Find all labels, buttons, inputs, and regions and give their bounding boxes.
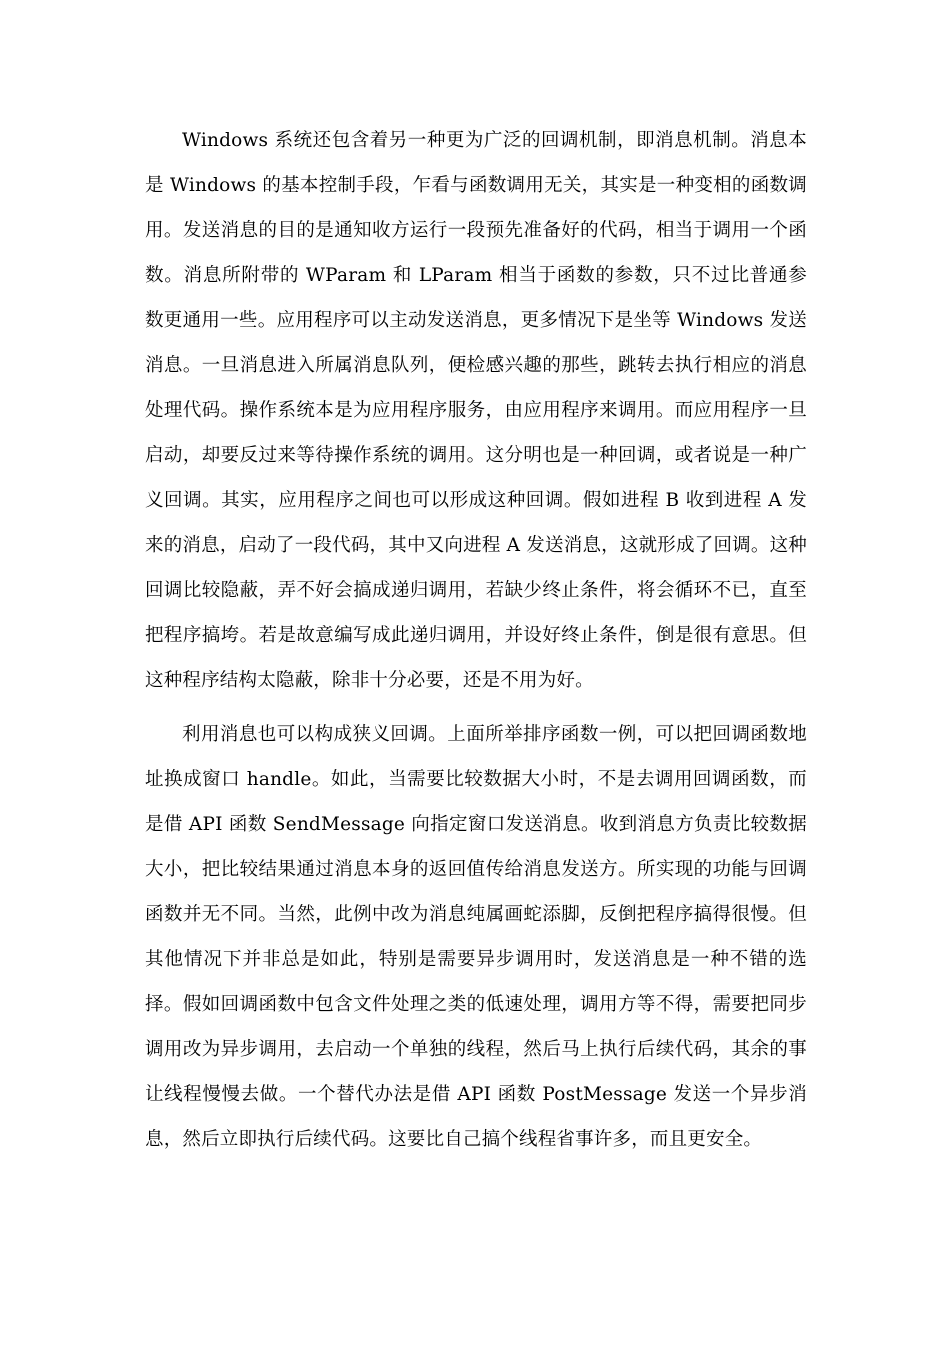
paragraph-message-mechanism: Windows 系统还包含着另一种更为广泛的回调机制，即消息机制。消息本是 Windows 的基本控制手段，乍看与函数调用无关，其实是一种变相的函数调用。发送消息的目的是通知收方运行一段预先准备好的代码，相当于调用一个函数。消息所附带的 WParam 和 LParam 相当于函数的参数，只不过比普通参数更通用一些。应用程序可以主动发送消息，更多情况下是坐等 Windows 发送消息。一旦消息进入所属消息队列，便检感兴趣的那些，跳转去执行相应的消息处理代码。操作系统本是为应用程序服务，由应用程序来调用。而应用程序一旦启动，却要反过来等待操作系统的调用。这分明也是一种回调，或者说是一种广义回调。其实，应用程序之间也可以形成这种回调。假如进程 B 收到进程 A 发来的消息，启动了一段代码，其中又向进程 A 发送消息，这就形成了回调。这种回调比较隐蔽，弄不好会搞成递归调用，若缺少终止条件，将会循环不已，直至把程序搞垮。若是故意编写成此递归调用，并设好终止条件，倒是很有意思。但这种程序结构太隐蔽，除非十分必要，还是不用为好。 xyxy=(145,130,807,691)
document-body xyxy=(145,118,807,1162)
paragraph-narrow-callback: 利用消息也可以构成狭义回调。上面所举排序函数一例，可以把回调函数地址换成窗口 handle。如此，当需要比较数据大小时，不是去调用回调函数，而是借 API 函数 SendMessage 向指定窗口发送消息。收到消息方负责比较数据大小，把比较结果通过消息本身的返回值传给消息发送方。所实现的功能与回调函数并无不同。当然，此例中改为消息纯属画蛇添脚，反倒把程序搞得很慢。但其他情况下并非总是如此，特别是需要异步调用时，发送消息是一种不错的选择。假如回调函数中包含文件处理之类的低速处理，调用方等不得，需要把同步调用改为异步调用，去启动一个单独的线程，然后马上执行后续代码，其余的事让线程慢慢去做。一个替代办法是借 API 函数 PostMessage 发送一个异步消息，然后立即执行后续代码。这要比自己搞个线程省事许多，而且更安全。 xyxy=(145,724,807,1150)
